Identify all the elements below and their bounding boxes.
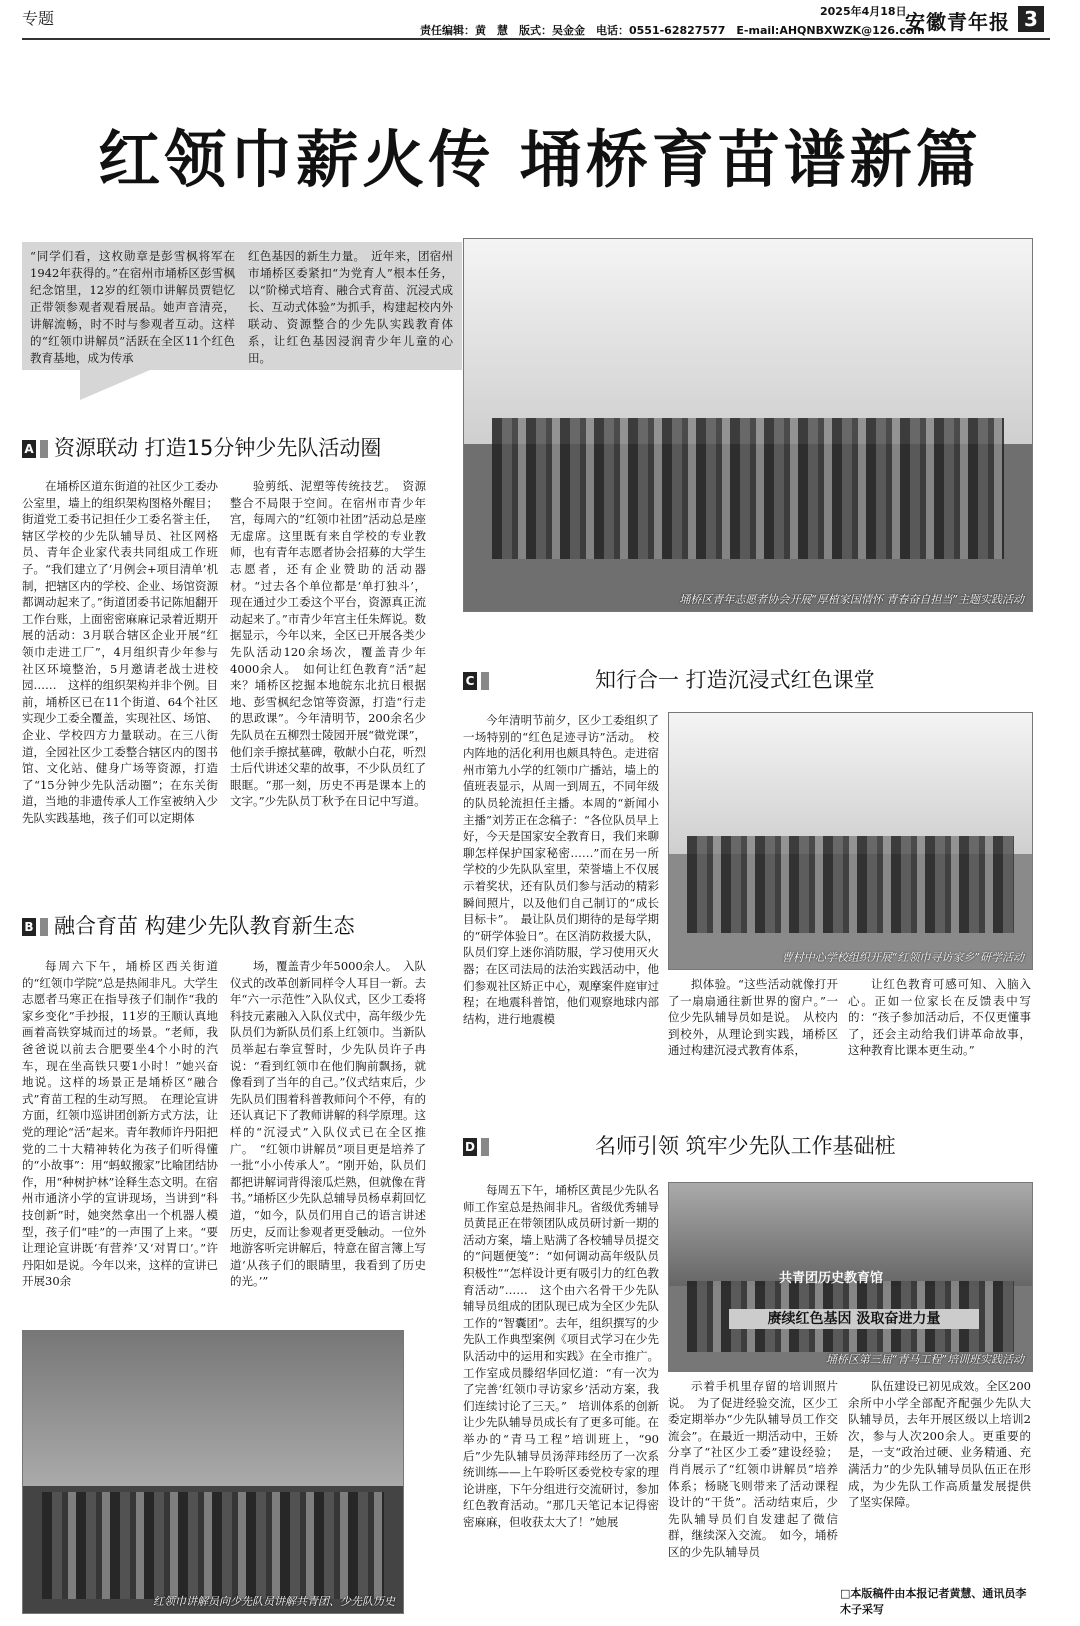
section-a-heading (22, 432, 381, 462)
section-b-letter: B (22, 918, 36, 936)
section-a-col-2: 验剪纸、泥塑等传统技艺。 资源整合不局限于空间。在宿州市青少年宫，每周六的“红领巾社团”活动总是座无虚席。这里既有来自学校的专业教师，也有青年志愿者协会招募的大学生志愿者，还有企业赞助的活动器材。“过去各个单位都是‘单打独斗’，现在通过少工委这个平台，资源真正流动起来了。”市青少年宫主任朱辉说。数据显示，今年以来，全区已开展各类少先队活动120余场次，覆盖青少年4000余人。 如何让红色教育“活”起来？埇桥区挖掘本地皖东北抗日根据地、彭雪枫纪念馆等资源，打造“行走的思政课”。今年清明节，200余名少先队员在五柳烈士陵园开展“微党课”，他们亲手擦拭墓碑，敬献小白花，听烈士后代讲述父辈的故事，不少队员红了眼眶。“那一刻，历史不再是课本上的文字。”少先队员丁秋予在日记中写道。 (230, 479, 426, 809)
section-d-col-3: 队伍建设已初见成效。全区200余所中小学全部配齐配强少先队大队辅导员，去年开展区级以上培训2次，参与人次200余人。更重要的是，一支“政治过硬、业务精通、充满活力”的少先队辅导员队伍正在形成，为少先队工作高质量发展提供了坚实保障。 (848, 1379, 1031, 1510)
paper-name: 安徽青年报 (905, 10, 1010, 34)
section-b-col-2: 场，覆盖青少年5000余人。 入队仪式的改革创新同样令人耳目一新。去年“六一示范性”入队仪式，区少工委将科技元素融入入队仪式中，高年级少先队员们为新队员们系上红领巾。当新队员举起右拳宣誓时，少先队员许子冉说：“看到红领巾在他们胸前飘扬，就像看到了当年的自己。”仪式结束后，少先队员们围着科普教师问个不停，有的还认真记下了教师讲解的科学原理。这样的“沉浸式”入队仪式已在全区推广。 “红领巾讲解员”项目更是培养了一批“小小传承人”。“刚开始，队员们都把讲解词背得滚瓜烂熟，但就像在背书。”埇桥区少先队总辅导员杨卓莉回忆道，“如今，队员们用自己的语言讲述历史，反而让参观者更受触动。一位外地游客听完讲解后，特意在留言簿上写道‘从孩子们的眼睛里，我看到了历史的光。’” (230, 959, 426, 1289)
section-c-letter: C (463, 672, 477, 690)
section-d-title: 名师引领 筑牢少先队工作基础桩 (595, 1134, 896, 1158)
section-d-bar (481, 1138, 489, 1156)
masthead-rule (22, 38, 1050, 40)
section-d-col-1: 每周五下午，埇桥区黄昆少先队名师工作室总是热闹非凡。省级优秀辅导员黄昆正在带领团队成员研讨新一期的活动方案，墙上贴满了各校辅导员提交的“问题便笺”：“如何调动高年级队员积极性”“怎样设计更有吸引力的红色教育活动”…… 这个由六名骨干少先队辅导员组成的团队现已成为全区少先队工作的“智囊团”。去年，组织撰写的少先队工作典型案例《项目式学习在少先队活动中的运用和实践》在全市推广。工作室成员滕绍华回忆道：“有一次为了完善‘红领巾寻访家乡’活动方案，我们连续讨论了三天。” 培训体系的创新让少先队辅导员成长有了更多可能。在举办的“青马工程”培训班上，“90后”少先队辅导员汤萍玮经历了一次系统训练——上午聆听区委党校专家的理论讲座，下午分组进行交流研讨，参加红色教育活动。“那几天笔记本记得密密麻麻，但收获太大了！”她展 (463, 1183, 659, 1529)
section-a-title: 资源联动 打造15分钟少先队活动圈 (54, 436, 382, 460)
main-photo-caption: 埇桥区青年志愿者协会开展“厚植家国情怀 青春奋自担当”主题实践活动 (679, 593, 1024, 606)
section-d-col-2: 示着手机里存留的培训照片说。 为了促进经验交流，区少工委定期举办“少先队辅导员工作交流会”。在最近一期活动中，王娇分享了“社区少工委”建设经验；肖肖展示了“红领巾讲解员”培养体系；杨晓飞则带来了活动课程设计的“干货”。活动结束后，少先队辅导员们自发建起了微信群，继续深入交流。 如今，埇桥区的少先队辅导员 (668, 1379, 838, 1559)
page-number: 3 (1018, 6, 1044, 32)
d-photo-banner: 赓续红色基因 汲取奋进力量 (729, 1309, 979, 1329)
intro-col-2: 红色基因的新生力量。 近年来，团宿州市埇桥区委紧扣“为党育人”根本任务，以“阶梯式培育、融合式育苗、沉浸式成长、互动式体验”为抓手，构建起校内外联动、资源整合的少先队实践教育体系，让红色基因浸润青少年儿童的心田。 (248, 249, 453, 365)
intro-box-tail (80, 370, 150, 400)
section-c-col-3: 让红色教育可感可知、入脑入心。正如一位家长在反馈表中写的：“孩子参加活动后，不仅更懂事了，还会主动给我们讲革命故事，这种教育比课本更生动。” (848, 977, 1031, 1058)
section-d-photo-caption: 埇桥区第三届“青马工程”培训班实践活动 (825, 1353, 1024, 1366)
section-b-col-1: 每周六下午，埇桥区西关街道的“红领巾学院”总是热闹非凡。大学生志愿者马寒正在指导孩子们制作“我的家乡变化”手抄报，11岁的王顺认真地画着高铁穿城而过的场景。“老师，我爸爸说以前去合肥要坐4个小时的汽车，现在坐高铁只要1小时！”她兴奋地说。这样的场景正是埇桥区“融合式”育苗工程的生动写照。 在理论宣讲方面，红领巾巡讲团创新方式方法，让党的理论“活”起来。青年教师许丹阳把党的二十大精神转化为孩子们听得懂的“小故事”：用“蚂蚁搬家”比喻团结协作，用“种树护林”诠释生态文明。在宿州市通济小学的宣讲现场，当讲到“科技创新”时，她突然拿出一个机器人模型，孩子们“哇”的一声围了上来。“要让理论宣讲既‘有营养’又‘对胃口’。”许丹阳如是说。今年以来，这样的宣讲已开展30余 (22, 959, 218, 1289)
section-a-col-1: 在埇桥区道东街道的社区少工委办公室里，墙上的组织架构图格外醒目；街道党工委书记担任少工委名誉主任，辖区学校的少先队辅导员、社区网格员、青年企业家代表共同组成工作班子。“我们建立了‘月例会+项目清单’机制，把辖区内的学校、企业、场馆资源都调动起来了。”街道团委书记陈旭翻开工作台账，上面密密麻麻记录着近期开展的活动：3月联合辖区企业开展“红领巾走进工厂”，4月组织青少年参与社区环境整治，5月邀请老战士进校园…… 这样的组织架构并非个例。目前，埇桥区已在11个街道、64个社区实现少工委全覆盖，实现社区、场馆、企业、学校四方力量联动。在三八街道，全园社区少工委整合辖区内的图书馆、文化站、健身广场等资源，打造了“15分钟少先队活动圈”；在东关街道，当地的非遗传承人工作室被纳入少先队实践基地，孩子们可以定期体 (22, 479, 218, 825)
section-label: 专题 (22, 9, 55, 28)
page-headline: 红领巾薪火传 埇桥育苗谱新篇 (98, 123, 982, 196)
section-c-bar (481, 672, 489, 690)
section-b-bar (40, 918, 48, 936)
section-c-photo (668, 712, 1033, 970)
section-b-photo-caption: 红领巾讲解员向少先队员讲解共青团、少先队历史 (153, 1595, 395, 1608)
footer-note: □本版稿件由本报记者黄慧、通讯员李木子采写 (840, 1587, 1027, 1616)
section-c-photo-caption: 曹村中心学校组织开展“红领巾寻访家乡”研学活动 (781, 951, 1024, 964)
section-a-bar (40, 440, 48, 458)
section-d-photo (668, 1182, 1033, 1372)
section-a-letter: A (22, 440, 36, 458)
intro-col-1: “同学们看，这枚勋章是彭雪枫将军在1942年获得的。”在宿州市埇桥区彭雪枫纪念馆里，12岁的红领巾讲解员贾铠忆正带领参观者观看展品。她声音清亮，讲解流畅，时不时与参观者互动。这样的“红领巾讲解员”活跃在全区11个红色教育基地，成为传承 (30, 249, 235, 365)
section-b-title: 融合育苗 构建少先队教育新生态 (54, 914, 355, 938)
section-d-heading (463, 1130, 896, 1160)
d-photo-sign: 共青团历史教育馆 (779, 1271, 884, 1286)
section-c-title: 知行合一 打造沉浸式红色课堂 (595, 668, 875, 692)
section-d-letter: D (463, 1138, 477, 1156)
section-c-col-1: 今年清明节前夕，区少工委组织了一场特别的“红色足迹寻访”活动。 校内阵地的活化利用也颇具特色。走进宿州市第九小学的红领巾广播站，墙上的值班表显示，从周一到周五，不同年级的队员轮流担任主播。本周的“新闻小主播”刘芳正在念稿子：“各位队员早上好，今天是国家安全教育日，我们来聊聊怎样保护国家秘密……”而在另一所学校的少先队队室里，荣誉墙上不仅展示着奖状，还有队员们参与活动的精彩瞬间照片，以及他们自己制订的“成长目标卡”。 最让队员们期待的是每学期的“研学体验日”。在区消防救援大队，队员们穿上迷你消防服，学习使用灭火器；在区司法局的法治实践活动中，他们参观社区矫正中心，观摩案件庭审过程；在地震科普馆，他们观察地球内部结构，进行地震模 (463, 713, 659, 1026)
section-b-heading (22, 910, 355, 940)
issue-date: 2025年4月18日 (820, 5, 907, 18)
section-b-photo (22, 1330, 404, 1614)
main-photo (463, 238, 1033, 612)
section-c-heading (463, 664, 875, 694)
editor-info: 责任编辑：黄 慧 版式：吴金金 电话：0551-62827577 E-mail:AHQNBXWZK@126.com (420, 24, 925, 37)
section-c-col-2: 拟体验。“这些活动就像打开了一扇扇通往新世界的窗户。”一位少先队辅导员如是说。 从校内到校外，从理论到实践，埇桥区通过构建沉浸式教育体系， (668, 977, 838, 1058)
